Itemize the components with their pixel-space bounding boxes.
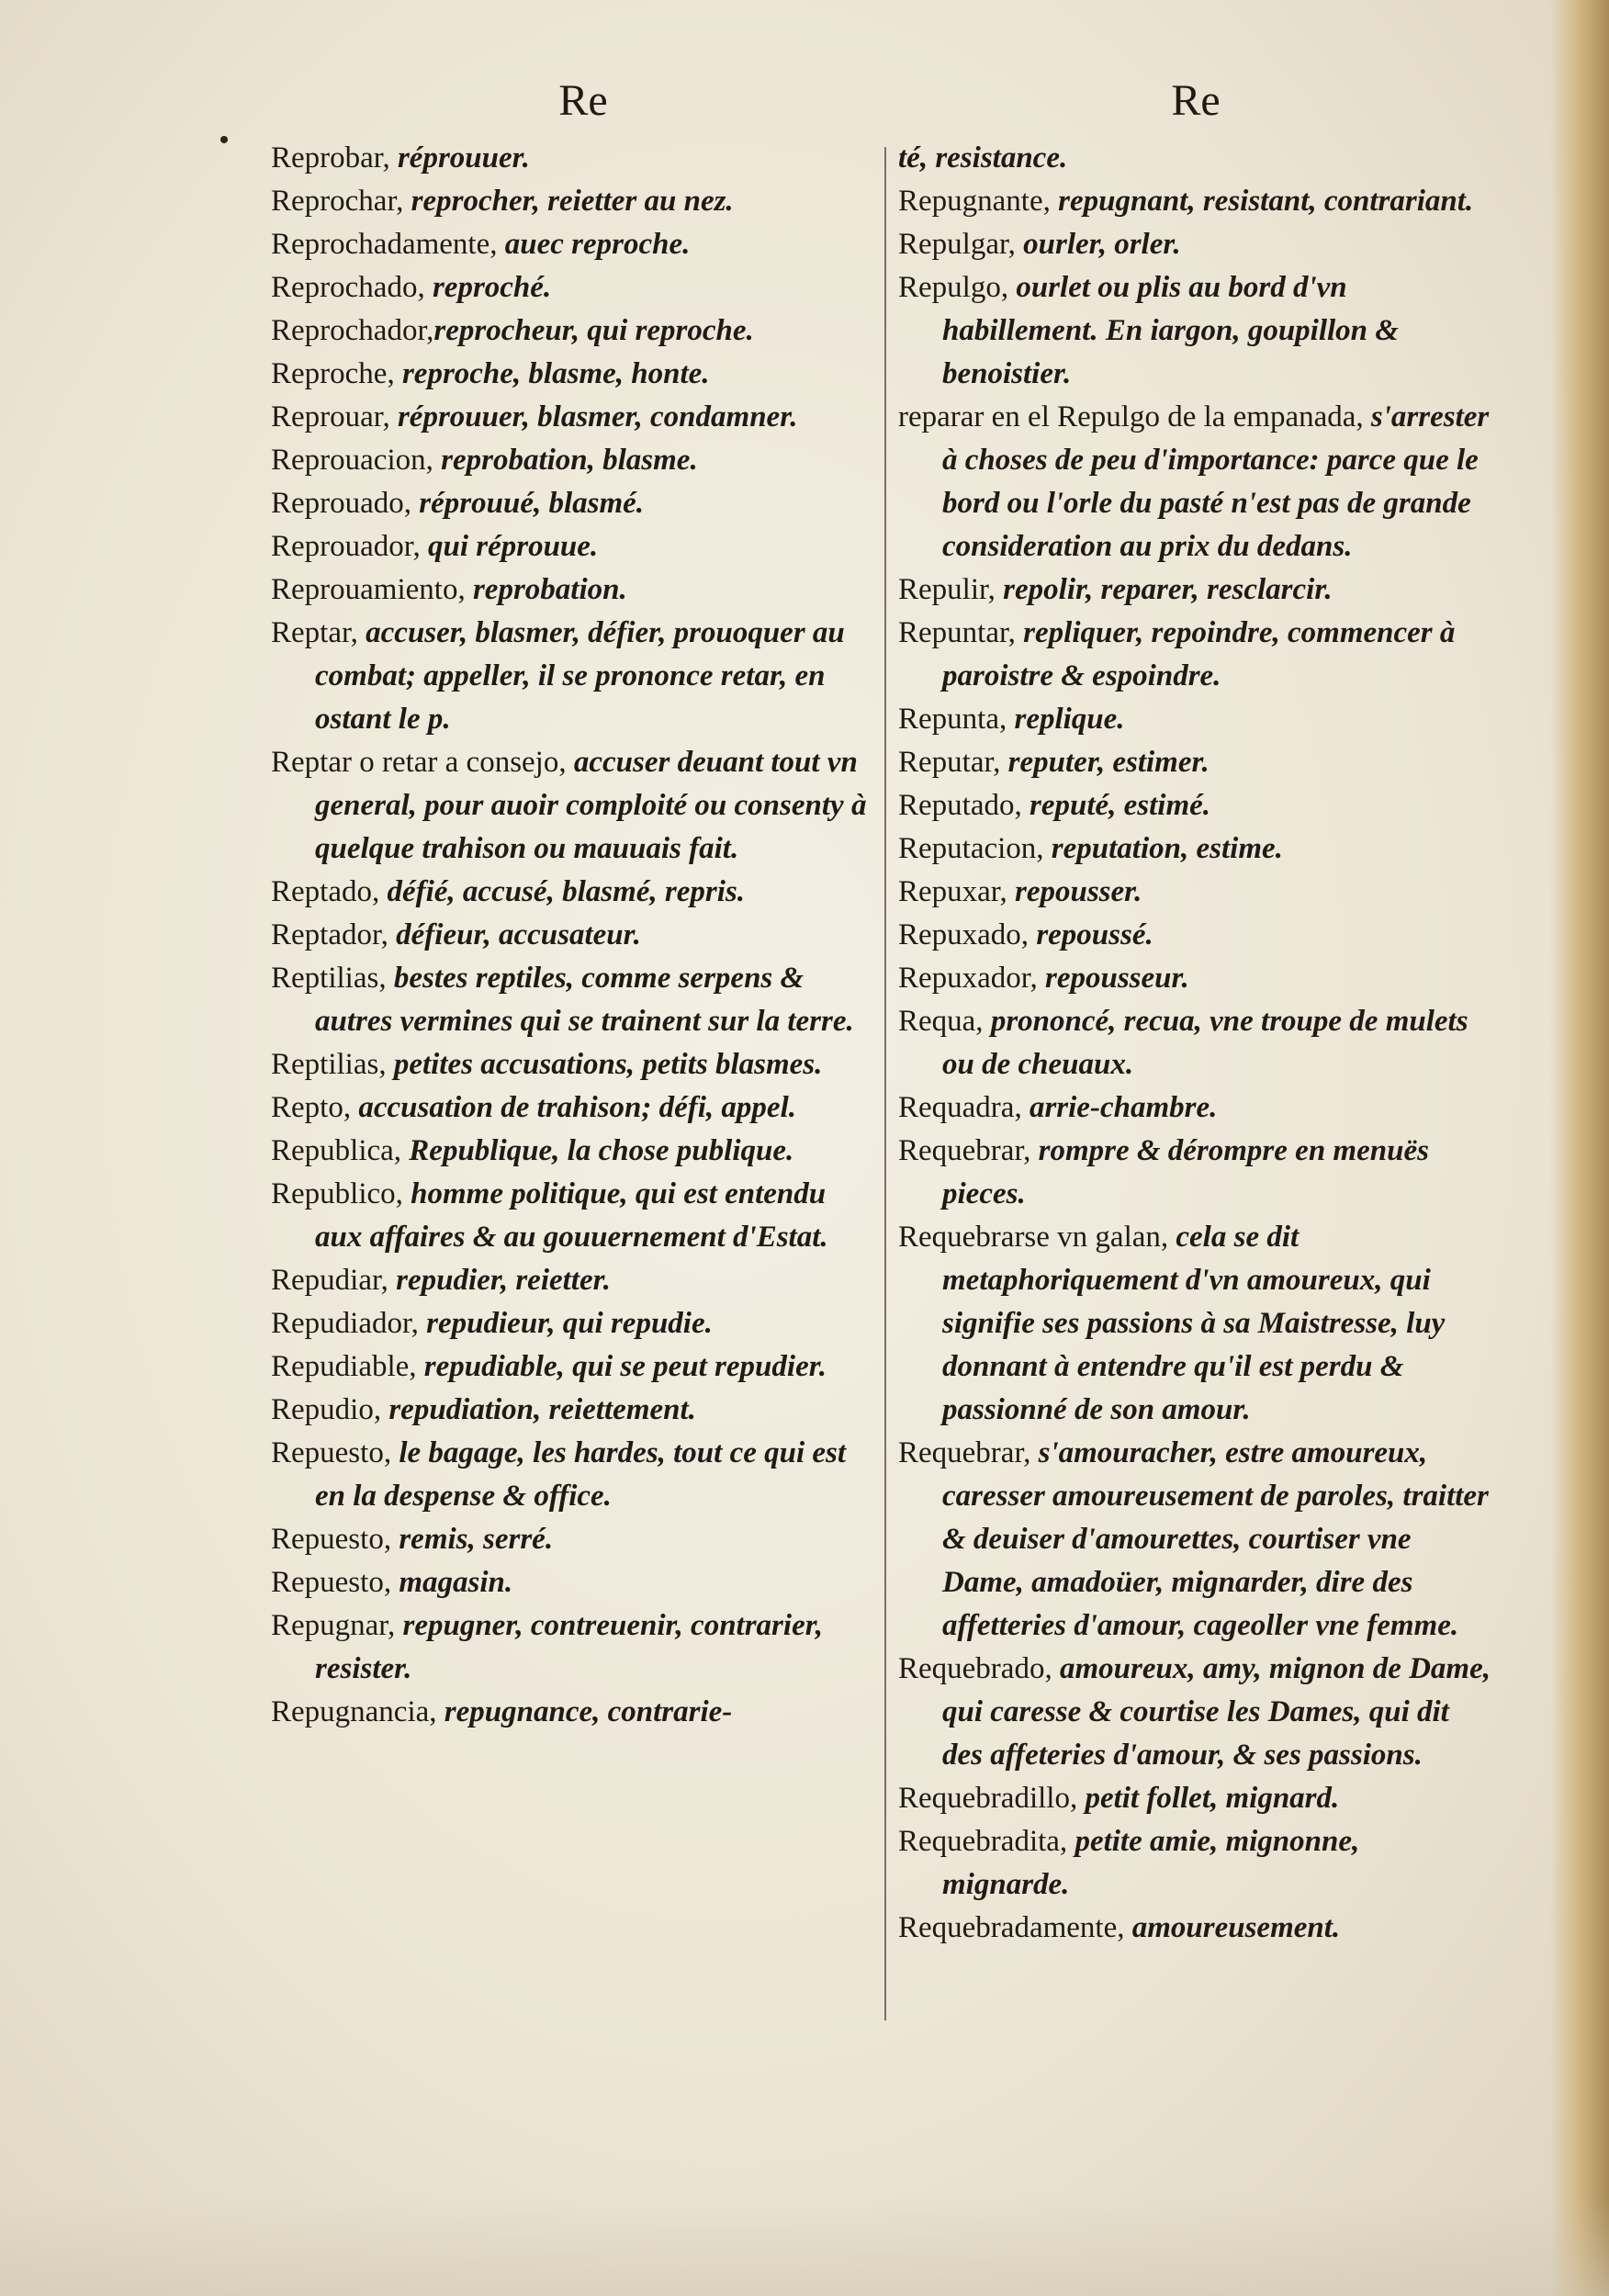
translation: auec reproche. bbox=[504, 228, 691, 261]
translation: s'amouracher, estre amoureux, caresser amoureusement de paroles, traitter & deuiser d'amourettes, courtiser vne Dame, amadoüer, mignarder, dire des affetteries d'amour, cageoller vne femme. bbox=[942, 1436, 1489, 1642]
headword: Repudio, bbox=[271, 1393, 389, 1426]
translation: repolir, reparer, resclarcir. bbox=[1003, 573, 1333, 606]
translation: réprouuer. bbox=[397, 141, 530, 174]
headword: Reputado, bbox=[898, 789, 1030, 822]
dictionary-entry bbox=[271, 222, 868, 265]
headword: Reprochado, bbox=[271, 271, 433, 304]
headword: Reprouador, bbox=[271, 530, 428, 563]
dictionary-entry bbox=[898, 1086, 1493, 1129]
headword: Reptado, bbox=[271, 875, 388, 908]
dictionary-entry bbox=[271, 568, 868, 611]
translation: amoureusement. bbox=[1131, 1911, 1341, 1944]
dictionary-entry bbox=[271, 395, 868, 438]
translation: repousser. bbox=[1014, 875, 1142, 908]
dictionary-entry bbox=[271, 524, 868, 568]
translation: défieur, accusateur. bbox=[396, 918, 641, 951]
translation: remis, serré. bbox=[399, 1523, 554, 1556]
page-bottom-shadow bbox=[0, 2195, 1609, 2296]
right-running-header: Re bbox=[1171, 76, 1221, 125]
translation: cela se dit metaphoriquement d'vn amoureux, qui signifie ses passions à sa Maistresse, luy donnant à entendre qu'il est perdu & passionné de son amour. bbox=[942, 1221, 1446, 1426]
dictionary-entry bbox=[271, 481, 868, 524]
dictionary-entry bbox=[271, 1517, 868, 1560]
translation: Republique, la chose publique. bbox=[409, 1134, 794, 1167]
translation: repliquer, repoindre, commencer à paroistre & espoindre. bbox=[942, 616, 1456, 692]
headword: Repudiable, bbox=[271, 1350, 424, 1383]
translation: repudier, reietter. bbox=[396, 1264, 611, 1297]
translation: prononcé, recua, vne troupe de mulets ou de cheuaux. bbox=[942, 1005, 1468, 1081]
translation: accuser deuant tout vn general, pour auoir comploité ou consenty à quelque trahison ou mauuais fait. bbox=[315, 746, 867, 865]
headword: Repuxado, bbox=[898, 918, 1037, 951]
translation: reproché. bbox=[432, 271, 552, 304]
dictionary-entry bbox=[898, 870, 1493, 913]
headword: Reptilias, bbox=[271, 1048, 394, 1081]
headword: Repugnancia, bbox=[271, 1695, 444, 1728]
dictionary-entry bbox=[898, 136, 1493, 179]
dictionary-entry bbox=[898, 827, 1493, 870]
translation: repugner, contreuenir, contrarier, resister. bbox=[315, 1609, 823, 1685]
translation: arrie-chambre. bbox=[1029, 1091, 1218, 1124]
dictionary-entry bbox=[271, 1690, 868, 1733]
headword: Requa, bbox=[898, 1005, 991, 1038]
headword: Requebradamente, bbox=[898, 1911, 1132, 1944]
translation: défié, accusé, blasmé, repris. bbox=[387, 875, 745, 908]
dictionary-entry bbox=[898, 1431, 1493, 1647]
dictionary-entry bbox=[271, 1388, 868, 1431]
headword: Reprobar, bbox=[271, 141, 398, 174]
headword: Repuesto, bbox=[271, 1523, 399, 1556]
translation: repousseur. bbox=[1044, 962, 1189, 995]
page-edge-shadow bbox=[1550, 0, 1609, 2296]
headword: Repuxador, bbox=[898, 962, 1045, 995]
headword: Requadra, bbox=[898, 1091, 1030, 1124]
translation: reputation, estime. bbox=[1051, 832, 1283, 865]
headword: Reptar, bbox=[271, 616, 366, 649]
translation: reprocheur, qui reproche. bbox=[433, 314, 754, 347]
headword: Repulgar, bbox=[898, 228, 1024, 261]
dictionary-entry bbox=[271, 1129, 868, 1172]
translation: reprocher, reietter au nez. bbox=[411, 185, 734, 218]
left-running-header: Re bbox=[558, 76, 608, 125]
dictionary-entry bbox=[898, 1776, 1493, 1819]
headword: Reprochadamente, bbox=[271, 228, 505, 261]
headword: Repulgo, bbox=[898, 271, 1017, 304]
dictionary-entry bbox=[271, 740, 868, 870]
dictionary-entry bbox=[898, 1819, 1493, 1906]
translation: reputé, estimé. bbox=[1029, 789, 1211, 822]
headword: Reprouado, bbox=[271, 487, 420, 520]
dictionary-entry bbox=[898, 179, 1493, 222]
headword: Reprouamiento, bbox=[271, 573, 473, 606]
headword: Repunta, bbox=[898, 703, 1015, 736]
headword: Reprouar, bbox=[271, 400, 398, 433]
translation: petites accusations, petits blasmes. bbox=[393, 1048, 823, 1081]
translation: repudieur, qui repudie. bbox=[426, 1307, 713, 1340]
headword: Requebradillo, bbox=[898, 1782, 1086, 1815]
dictionary-entry bbox=[898, 222, 1493, 265]
translation: té, resistance. bbox=[898, 141, 1068, 174]
headword: Reputacion, bbox=[898, 832, 1052, 865]
headword: Reprochador, bbox=[271, 314, 434, 347]
translation: accusation de trahison; défi, appel. bbox=[358, 1091, 796, 1124]
dictionary-entry bbox=[898, 1906, 1493, 1949]
dictionary-entry bbox=[271, 352, 868, 395]
headword: Requebradita, bbox=[898, 1825, 1075, 1858]
dictionary-entry bbox=[271, 136, 868, 179]
headword: Reprochar, bbox=[271, 185, 411, 218]
headword: Repto, bbox=[271, 1091, 359, 1124]
translation: bestes reptiles, comme serpens & autres vermines qui se trainent sur la terre. bbox=[315, 962, 854, 1038]
dictionary-entry bbox=[898, 783, 1493, 827]
dictionary-entry bbox=[898, 697, 1493, 740]
dictionary-entry bbox=[898, 913, 1493, 956]
headword: Reproche, bbox=[271, 357, 402, 390]
headword: Reprouacion, bbox=[271, 444, 442, 477]
headword: Repudiar, bbox=[271, 1264, 397, 1297]
headword: Repuesto, bbox=[271, 1566, 399, 1599]
left-column bbox=[271, 73, 868, 1733]
translation: replique. bbox=[1014, 703, 1125, 736]
headword: Reptar o retar a consejo, bbox=[271, 746, 574, 779]
translation: repudiation, reiettement. bbox=[388, 1393, 696, 1426]
margin-mark bbox=[220, 136, 228, 143]
left-entry-list bbox=[271, 136, 868, 1733]
headword: Repugnar, bbox=[271, 1609, 403, 1642]
dictionary-entry bbox=[898, 395, 1493, 568]
headword: Republico, bbox=[271, 1177, 411, 1210]
right-entry-list bbox=[898, 136, 1493, 1949]
translation: réprouuer, blasmer, condamner. bbox=[397, 400, 798, 433]
translation: ourler, orler. bbox=[1023, 228, 1181, 261]
dictionary-entry bbox=[271, 956, 868, 1042]
translation: s'arrester à choses de peu d'importance: parce que le bord ou l'orle du pasté n'est pas de grande consideration au prix du dedans. bbox=[942, 400, 1490, 563]
dictionary-entry bbox=[271, 913, 868, 956]
translation: reproche, blasme, honte. bbox=[401, 357, 710, 390]
translation: ourlet ou plis au bord d'vn habillement. En iargon, goupillon & benoistier. bbox=[942, 271, 1399, 390]
dictionary-entry bbox=[271, 265, 868, 309]
headword: Requebrarse vn galan, bbox=[898, 1221, 1176, 1254]
dictionary-entry bbox=[898, 568, 1493, 611]
dictionary-entry bbox=[898, 956, 1493, 999]
translation: rompre & dérompre en menuës pieces. bbox=[942, 1134, 1429, 1210]
headword: Repulir, bbox=[898, 573, 1004, 606]
headword: Reptilias, bbox=[271, 962, 394, 995]
dictionary-entry bbox=[271, 1086, 868, 1129]
translation: réprouué, blasmé. bbox=[419, 487, 645, 520]
dictionary-entry bbox=[271, 1431, 868, 1517]
headword: Repudiador, bbox=[271, 1307, 427, 1340]
column-divider bbox=[884, 147, 886, 2020]
headword: reparar en el Repulgo de la empanada, bbox=[898, 400, 1371, 433]
translation: amoureux, amy, mignon de Dame, qui caresse & courtise les Dames, qui dit des affeteries d'amour, & ses passions. bbox=[942, 1652, 1491, 1772]
translation: magasin. bbox=[399, 1566, 513, 1599]
dictionary-entry bbox=[271, 438, 868, 481]
dictionary-entry bbox=[898, 1647, 1493, 1776]
dictionary-entry bbox=[271, 179, 868, 222]
dictionary-entry bbox=[271, 1301, 868, 1345]
dictionary-entry bbox=[898, 740, 1493, 783]
dictionary-entry bbox=[271, 1345, 868, 1388]
translation: repudiable, qui se peut repudier. bbox=[423, 1350, 827, 1383]
dictionary-entry bbox=[271, 1258, 868, 1301]
headword: Republica, bbox=[271, 1134, 410, 1167]
headword: Requebrar, bbox=[898, 1436, 1039, 1469]
translation: petite amie, mignonne, mignarde. bbox=[942, 1825, 1360, 1901]
dictionary-entry bbox=[898, 1215, 1493, 1431]
right-column bbox=[898, 73, 1493, 1949]
translation: reputer, estimer. bbox=[1007, 746, 1210, 779]
translation: accuser, blasmer, défier, prouoquer au combat; appeller, il se prononce retar, en ostant le p. bbox=[315, 616, 845, 736]
headword: Requebrar, bbox=[898, 1134, 1039, 1167]
headword: Reptador, bbox=[271, 918, 397, 951]
headword: Repuesto, bbox=[271, 1436, 399, 1469]
headword: Reputar, bbox=[898, 746, 1008, 779]
dictionary-entry bbox=[271, 309, 868, 352]
dictionary-entry bbox=[271, 1042, 868, 1086]
dictionary-entry bbox=[271, 611, 868, 740]
headword: Repugnante, bbox=[898, 185, 1059, 218]
translation: reprobation. bbox=[472, 573, 627, 606]
translation: repugnance, contrarie- bbox=[444, 1695, 733, 1728]
translation: le bagage, les hardes, tout ce qui est en la despense & office. bbox=[315, 1436, 847, 1513]
dictionary-entry bbox=[898, 611, 1493, 697]
dictionary-entry bbox=[271, 1172, 868, 1258]
dictionary-entry bbox=[898, 1129, 1493, 1215]
dictionary-entry bbox=[898, 265, 1493, 395]
headword: Repuxar, bbox=[898, 875, 1015, 908]
headword: Repuntar, bbox=[898, 616, 1024, 649]
translation: homme politique, qui est entendu aux affaires & au gouuernement d'Estat. bbox=[315, 1177, 828, 1254]
dictionary-entry bbox=[271, 870, 868, 913]
translation: repoussé. bbox=[1036, 918, 1153, 951]
translation: repugnant, resistant, contrariant. bbox=[1058, 185, 1474, 218]
dictionary-entry bbox=[271, 1604, 868, 1690]
dictionary-entry bbox=[271, 1560, 868, 1604]
translation: qui réprouue. bbox=[427, 530, 599, 563]
translation: petit follet, mignard. bbox=[1085, 1782, 1340, 1815]
translation: reprobation, blasme. bbox=[441, 444, 698, 477]
dictionary-entry bbox=[898, 999, 1493, 1086]
headword: Requebrado, bbox=[898, 1652, 1060, 1685]
